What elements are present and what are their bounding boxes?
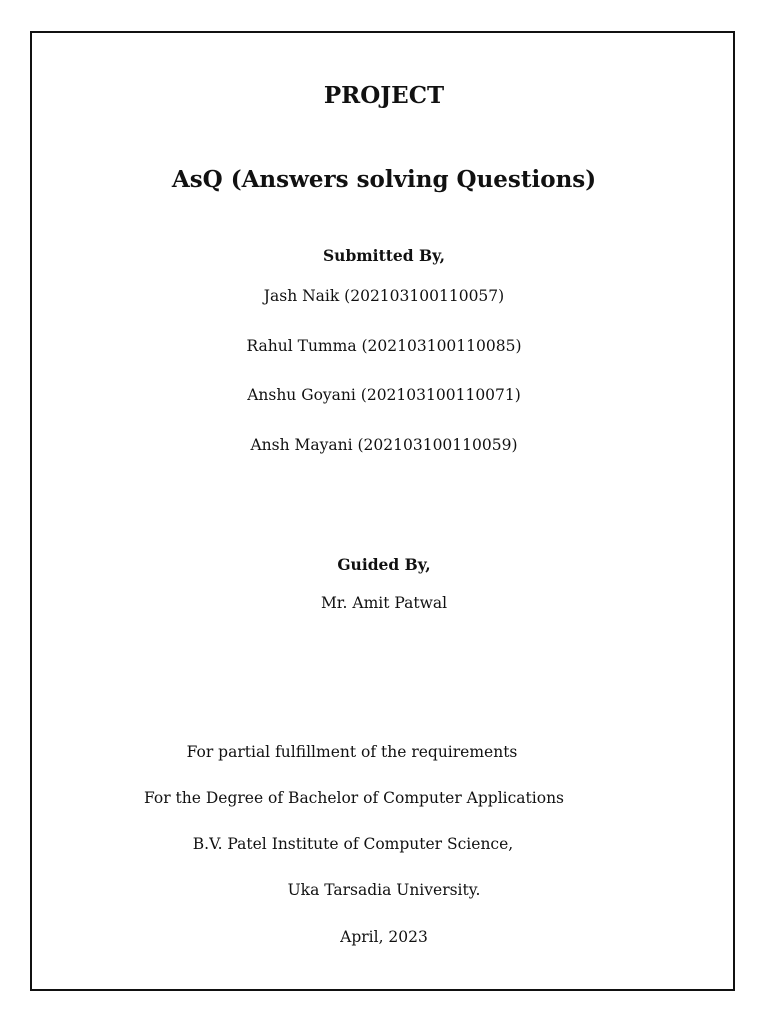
member-name: Jash Naik (202103100110057) [263, 287, 505, 305]
member-name: Anshu Goyani (202103100110071) [247, 386, 521, 404]
university-line: Uka Tarsadia University. [287, 881, 481, 899]
institute-line: B.V. Patel Institute of Computer Science, [192, 835, 514, 853]
document-heading: PROJECT [323, 82, 445, 109]
member-name: Ansh Mayani (202103100110059) [250, 436, 518, 454]
project-title: AsQ (Answers solving Questions) [171, 166, 597, 193]
member-name: Rahul Tumma (202103100110085) [246, 337, 522, 355]
purpose-line: For partial fulfillment of the requirements [186, 743, 518, 761]
guide-name: Mr. Amit Patwal [320, 594, 448, 612]
guided-by-label: Guided By, [337, 555, 431, 574]
submitted-by-label: Submitted By, [322, 246, 446, 265]
date-line: April, 2023 [340, 928, 428, 946]
degree-line: For the Degree of Bachelor of Computer Applications [143, 789, 565, 807]
